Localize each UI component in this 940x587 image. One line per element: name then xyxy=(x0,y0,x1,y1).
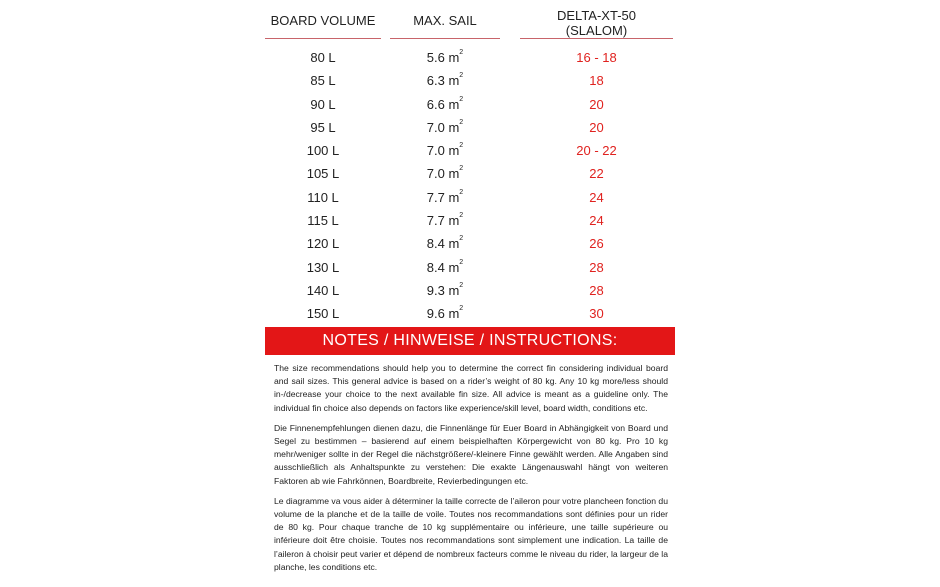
table-row xyxy=(265,187,675,210)
header-rule xyxy=(265,38,381,39)
max-sail-value: 6.3 m xyxy=(426,73,460,89)
board-volume-cell: 80 L xyxy=(310,50,336,65)
fin-size-cell: 24 xyxy=(589,189,604,205)
square-unit-superscript: 2 xyxy=(459,281,464,289)
max-sail-cell xyxy=(390,306,500,321)
max-sail-cell xyxy=(390,143,500,158)
max-sail-value: 5.6 m xyxy=(426,50,460,65)
fin-size-table xyxy=(265,47,675,327)
square-unit-superscript: 2 xyxy=(459,188,464,196)
header-fin-model-line2: (SLALOM) xyxy=(565,23,628,38)
square-unit-superscript: 2 xyxy=(459,305,464,313)
notes-english: The size recommendations should help you to determine the correct fin considering individual board and sail sizes. This general advice is based on a rider’s weight of 80 kg. Any 10 kg more/less should in-/decrease your choice to the next available fin size. All advice is meant as a guideline only. The individual fin choice also depends on factors like experience/skill level, board width, conditions etc. xyxy=(274,363,668,413)
max-sail-value: 6.6 m xyxy=(426,96,460,112)
square-unit-superscript: 2 xyxy=(459,72,464,80)
board-volume-cell: 120 L xyxy=(306,236,340,252)
fin-size-cell: 20 xyxy=(589,119,604,135)
board-volume-cell: 90 L xyxy=(310,96,336,112)
square-unit-superscript: 2 xyxy=(459,95,464,103)
table-row xyxy=(265,117,675,140)
board-volume-cell: 140 L xyxy=(306,282,340,298)
header-board-volume xyxy=(265,8,381,28)
fin-size-cell: 24 xyxy=(589,213,604,229)
max-sail-value: 9.3 m xyxy=(426,282,460,298)
max-sail-cell xyxy=(390,283,500,298)
fin-size-cell: 18 xyxy=(589,73,604,89)
header-max-sail-label: MAX. SAIL xyxy=(413,13,477,28)
max-sail-cell xyxy=(390,50,500,65)
notes-banner: NOTES / HINWEISE / INSTRUCTIONS: xyxy=(265,327,675,355)
board-volume-cell: 110 L xyxy=(307,189,339,205)
table-row xyxy=(265,47,675,70)
max-sail-value: 8.4 m xyxy=(426,236,460,252)
fin-size-cell: 20 xyxy=(589,96,604,112)
notes-body xyxy=(274,362,668,581)
max-sail-value: 7.0 m xyxy=(426,119,460,135)
board-volume-cell: 150 L xyxy=(306,306,340,322)
max-sail-value: 7.0 m xyxy=(426,143,460,159)
max-sail-cell xyxy=(390,260,500,275)
table-row xyxy=(265,163,675,186)
max-sail-value: 7.7 m xyxy=(426,189,460,205)
square-unit-superscript: 2 xyxy=(459,49,464,56)
board-volume-cell: 95 L xyxy=(310,119,336,135)
max-sail-value: 7.7 m xyxy=(426,213,460,229)
square-unit-superscript: 2 xyxy=(459,142,464,150)
max-sail-cell xyxy=(390,213,500,228)
square-unit-superscript: 2 xyxy=(459,118,464,126)
max-sail-cell xyxy=(390,236,500,251)
board-volume-cell: 130 L xyxy=(306,259,340,275)
header-max-sail xyxy=(390,8,500,28)
fin-size-cell: 20 - 22 xyxy=(576,143,617,159)
board-volume-cell: 105 L xyxy=(306,166,340,182)
max-sail-cell xyxy=(390,120,500,135)
board-volume-cell: 100 L xyxy=(306,143,340,159)
square-unit-superscript: 2 xyxy=(459,165,464,173)
max-sail-cell xyxy=(390,97,500,112)
max-sail-value: 7.0 m xyxy=(426,166,460,182)
header-board-volume-label: BOARD VOLUME xyxy=(270,13,376,28)
square-unit-superscript: 2 xyxy=(459,258,464,266)
table-row xyxy=(265,233,675,256)
fin-size-cell: 28 xyxy=(589,282,604,298)
max-sail-cell xyxy=(390,73,500,88)
fin-size-cell: 16 - 18 xyxy=(576,50,617,65)
fin-size-cell: 26 xyxy=(589,236,604,252)
max-sail-cell xyxy=(390,166,500,181)
table-row xyxy=(265,257,675,280)
table-row xyxy=(265,210,675,233)
table-row xyxy=(265,280,675,303)
max-sail-value: 9.6 m xyxy=(426,306,460,322)
header-fin-model-line1: DELTA-XT-50 xyxy=(557,8,636,23)
table-row xyxy=(265,303,675,326)
fin-size-cell: 28 xyxy=(589,259,604,275)
table-row xyxy=(265,140,675,163)
max-sail-value: 8.4 m xyxy=(426,259,460,275)
board-volume-cell: 115 L xyxy=(307,213,339,229)
board-volume-cell: 85 L xyxy=(310,73,336,89)
header-fin-model xyxy=(520,8,673,38)
table-row xyxy=(265,94,675,117)
notes-german: Die Finnenempfehlungen dienen dazu, die Finnenlänge für Euer Board in Abhängigkeit von Board und Segel zu bestimmen – basierend auf einem beispielhaften Körpergewicht von 80 kg. Pro 10 kg mehr/weniger sollte in der Regel die nächstgrößere/-kleinere Finne gewählt werden. Alle Angaben sind ausschließlich als Anhaltspunkte zu verstehen: Die exakte Längenauswahl hängt von weiteren Faktoren ab wie Fahrkönnen, Boardbreite, Revierbedingungen etc. xyxy=(274,422,668,486)
max-sail-cell xyxy=(390,190,500,205)
header-rule xyxy=(520,38,673,39)
header-rule xyxy=(390,38,500,39)
square-unit-superscript: 2 xyxy=(459,212,464,220)
notes-french: Le diagramme va vous aider à déterminer la taille correcte de l’aileron pour votre plancheen fonction du volume de la planche et de la taille de voile. Toutes nos recommandations sont définies pour un rider de 80 kg. Pour chaque tranche de 10 kg supplémentaire ou inférieure, une taille supérieure ou inférieure doit être choisie. Toutes nos recommandations sont simplement une indication. La taille de l’aileron à choisir peut varier et dépend de nombreux facteurs comme le niveau du rider, la largeur de la planche, les conditions etc. xyxy=(274,495,668,572)
square-unit-superscript: 2 xyxy=(459,235,464,243)
table-row xyxy=(265,70,675,93)
fin-size-cell: 30 xyxy=(589,306,604,322)
fin-size-cell: 22 xyxy=(589,166,604,182)
